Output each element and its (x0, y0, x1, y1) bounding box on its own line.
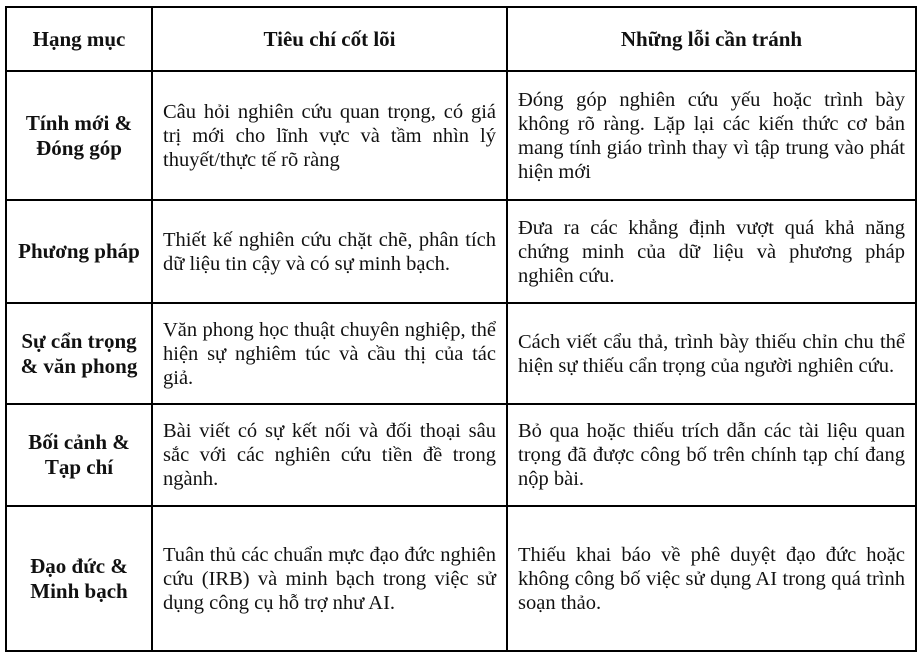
category-cell (6, 200, 152, 303)
category-cell (6, 71, 152, 200)
table-row (6, 71, 916, 200)
category-cell (6, 303, 152, 404)
criteria-cell: Bài viết có sự kết nối và đối thoại sâu sắc với các nghiên cứu tiền đề trong ngành. (152, 404, 507, 506)
criteria-table (5, 6, 917, 652)
table-row (6, 506, 916, 651)
criteria-cell: Văn phong học thuật chuyên nghiệp, thể hiện sự nghiêm túc và cầu thị của tác giả. (152, 303, 507, 404)
criteria-cell: Câu hỏi nghiên cứu quan trọng, có giá trị mới cho lĩnh vực và tầm nhìn lý thuyết/thực tế rõ ràng (152, 71, 507, 200)
pitfalls-cell: Bỏ qua hoặc thiếu trích dẫn các tài liệu quan trọng đã được công bố trên chính tạp chí đang nộp bài. (507, 404, 916, 506)
criteria-cell: Tuân thủ các chuẩn mực đạo đức nghiên cứu (IRB) và minh bạch trong việc sử dụng công cụ hỗ trợ như AI. (152, 506, 507, 651)
table-row (6, 303, 916, 404)
header-core-criteria: Tiêu chí cốt lõi (152, 7, 507, 71)
category-label: Sự cẩn trọng & văn phong (20, 328, 138, 378)
category-label: Bối cảnh & Tạp chí (28, 430, 130, 479)
category-label: Tính mới & Đóng góp (25, 110, 133, 160)
table-row (6, 404, 916, 506)
table-row (6, 200, 916, 303)
category-cell (6, 506, 152, 651)
pitfalls-cell: Đưa ra các khẳng định vượt quá khả năng chứng minh của dữ liệu và phương pháp nghiên cứu. (507, 200, 916, 303)
pitfalls-cell: Cách viết cẩu thả, trình bày thiếu chỉn chu thể hiện sự thiếu cẩn trọng của người nghiên cứu. (507, 303, 916, 404)
header-category: Hạng mục (6, 7, 152, 71)
category-cell (6, 404, 152, 506)
pitfalls-cell: Thiếu khai báo về phê duyệt đạo đức hoặc không công bố việc sử dụng AI trong quá trình soạn thảo. (507, 506, 916, 651)
header-row (6, 7, 916, 71)
category-label: Đạo đức & Minh bạch (30, 553, 128, 603)
criteria-cell: Thiết kế nghiên cứu chặt chẽ, phân tích dữ liệu tin cậy và có sự minh bạch. (152, 200, 507, 303)
header-pitfalls: Những lỗi cần tránh (507, 7, 916, 71)
pitfalls-cell: Đóng góp nghiên cứu yếu hoặc trình bày không rõ ràng. Lặp lại các kiến thức cơ bản mang tính giáo trình thay vì tập trung vào phát hiện mới (507, 71, 916, 200)
category-label: Phương pháp (18, 239, 140, 263)
